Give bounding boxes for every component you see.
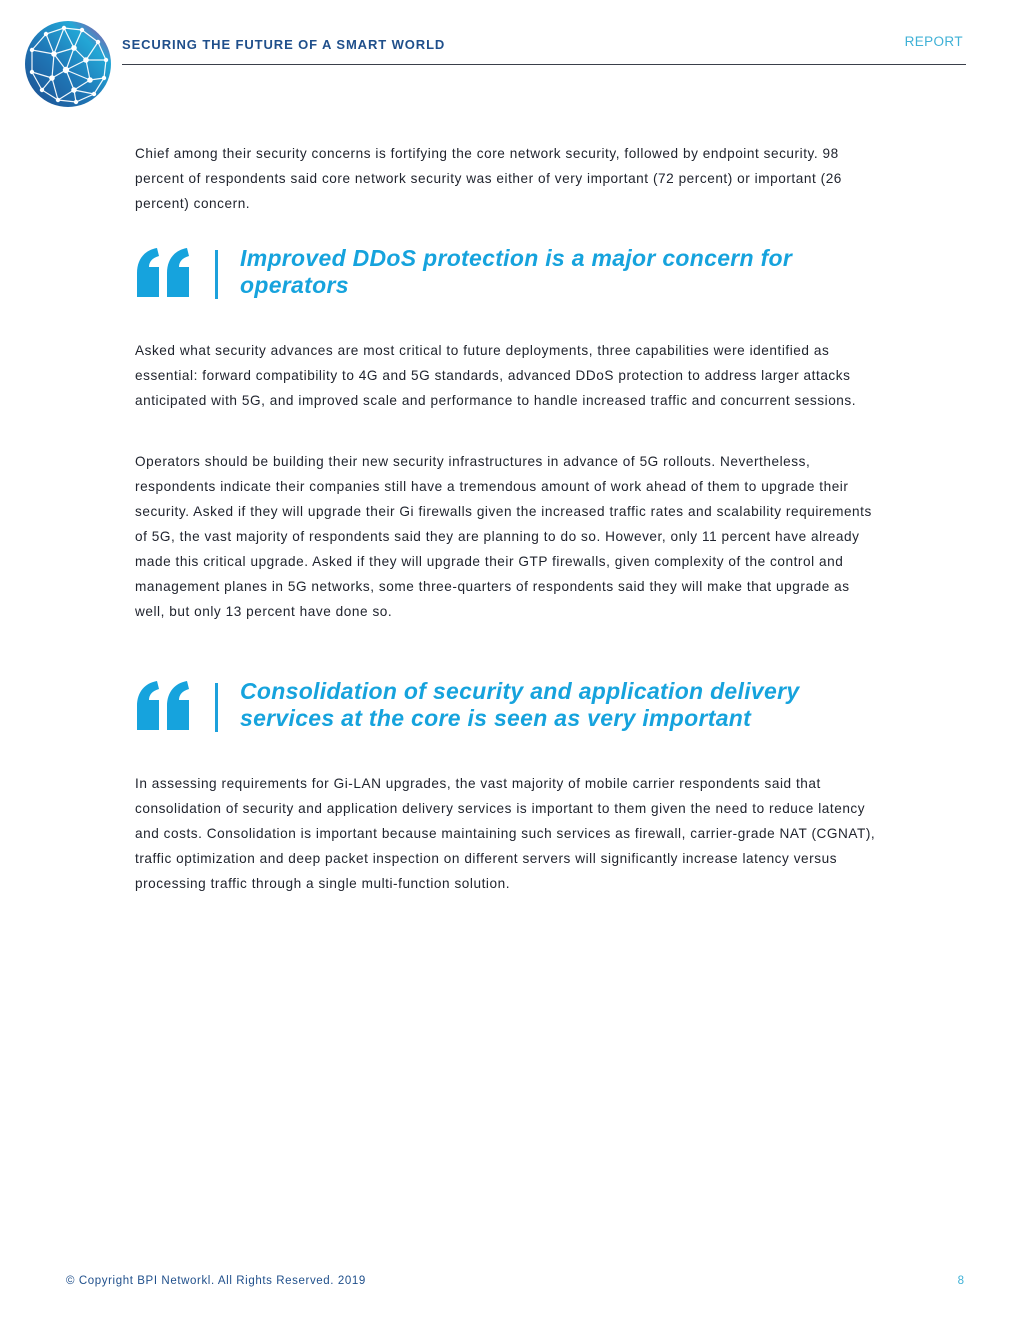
header-title: SECURING THE FUTURE OF A SMART WORLD bbox=[122, 37, 446, 52]
body-paragraph-4: In assessing requirements for Gi-LAN upgrades, the vast majority of mobile carrier respondents said that consolidation of security and application delivery services is important to them given the need to reduce latency and costs. Consolidation is important because maintaining such services as firewall, carrier-grade NAT (CGNAT), traffic optimization and deep packet inspection on different servers will significantly increase latency versus processing traffic through a single multi-function solution. bbox=[135, 776, 876, 891]
quote-divider bbox=[215, 683, 218, 732]
pull-quote-text: Consolidation of security and application delivery services at the core is seen as very important bbox=[240, 678, 800, 731]
pull-quote-2 bbox=[135, 678, 895, 738]
body-paragraph-3: Operators should be building their new security infrastructures in advance of 5G rollouts. Nevertheless, respondents indicate their companies still have a tremendous amount of work ahead of them to upgrade their security. Asked if they will upgrade their Gi firewalls given the increased traffic rates and scalability requirements of 5G, the vast majority of respondents said they are planning to do so. However, only 11 percent have already made this critical upgrade. Asked if they will upgrade their GTP firewalls, given complexity of the control and management planes in 5G networks, some three-quarters of respondents said they will make that upgrade as well, but only 13 percent have done so. bbox=[135, 454, 872, 619]
body-paragraph-2: Asked what security advances are most critical to future deployments, three capabilities were identified as essential: forward compatibility to 4G and 5G standards, advanced DDoS protection to address larger attacks anticipated with 5G, and improved scale and performance to handle increased traffic and concurrent sessions. bbox=[135, 343, 857, 408]
network-globe-icon bbox=[24, 20, 112, 108]
pull-quote-1 bbox=[135, 245, 895, 305]
footer-copyright: © Copyright BPI Networkl. All Rights Reserved. 2019 bbox=[66, 1275, 366, 1287]
quote-divider bbox=[215, 250, 218, 299]
pull-quote-text: Improved DDoS protection is a major concern for operators bbox=[240, 245, 793, 298]
body-paragraph-1: Chief among their security concerns is fortifying the core network security, followed by endpoint security. 98 percent of respondents said core network security was either of very important (72 percent) or important (26 percent) concern. bbox=[135, 146, 842, 211]
section-label: REPORT bbox=[904, 34, 963, 49]
header-divider bbox=[122, 64, 966, 65]
quotation-mark-icon bbox=[135, 247, 193, 299]
quotation-mark-icon bbox=[135, 680, 193, 732]
page-number: 8 bbox=[957, 1275, 964, 1287]
